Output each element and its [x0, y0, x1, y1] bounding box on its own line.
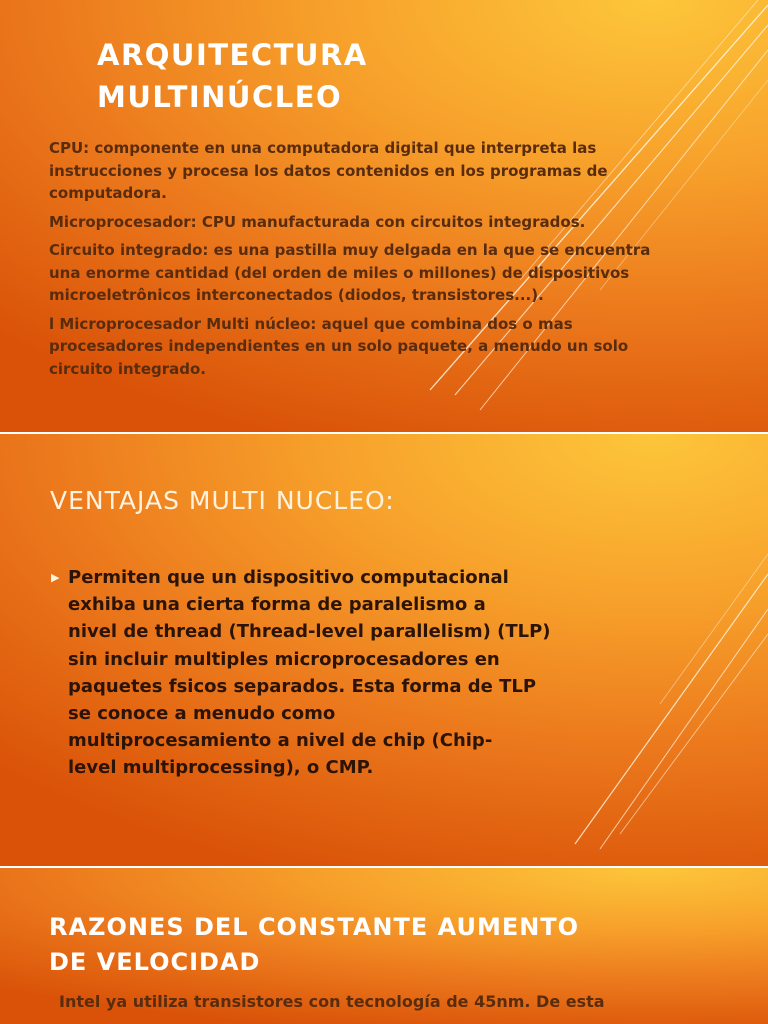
slide-body — [49, 137, 729, 386]
slide-title: VENTAJAS MULTI NUCLEO: — [50, 486, 395, 515]
paragraph-microprocesador: Microprocesador: CPU manufacturada con circuitos integrados. — [49, 212, 586, 231]
bullet-item — [51, 564, 571, 782]
bullet-text: Permiten que un dispositivo computacional exhiba una cierta forma de paralelismo a nivel de thread (Thread-level parallelism) (TLP) sin incluir multiples microprocesadores en paquetes fsicos separados. Esta forma de TLP se conoce a menudo como multiprocesamiento a nivel de chip (Chip- level multiprocessing), o CMP. — [68, 567, 551, 779]
slide-title: ARQUITECTURA MULTINÚCLEO — [97, 38, 368, 114]
triangle-bullet-icon: ▶ — [51, 571, 60, 584]
paragraph-cpu: CPU: componente en una computadora digital que interpreta las instrucciones y procesa los datos contenidos en los programas de computadora. — [49, 139, 608, 202]
slide-razones-velocidad — [0, 868, 768, 1024]
slide-ventajas-multinucleo — [0, 434, 768, 866]
slide-arquitectura-multinucleo — [0, 0, 768, 432]
slide-body: Intel ya utiliza transistores con tecnología de 45nm. De esta — [59, 992, 605, 1011]
paragraph-multinucleo: l Microprocesador Multi núcleo: aquel que combina dos o mas procesadores independientes en un solo paquete, a menudo un solo circuito integrado. — [49, 314, 629, 378]
paragraph-circuito-integrado: Circuito integrado: es una pastilla muy delgada en la que se encuentra una enorme cantidad (del orden de miles o millones) de dispositivos microeletrônicos interconectados (diodos, transistores...). — [49, 241, 651, 304]
slide-title: RAZONES DEL CONSTANTE AUMENTO DE VELOCIDAD — [49, 913, 580, 976]
